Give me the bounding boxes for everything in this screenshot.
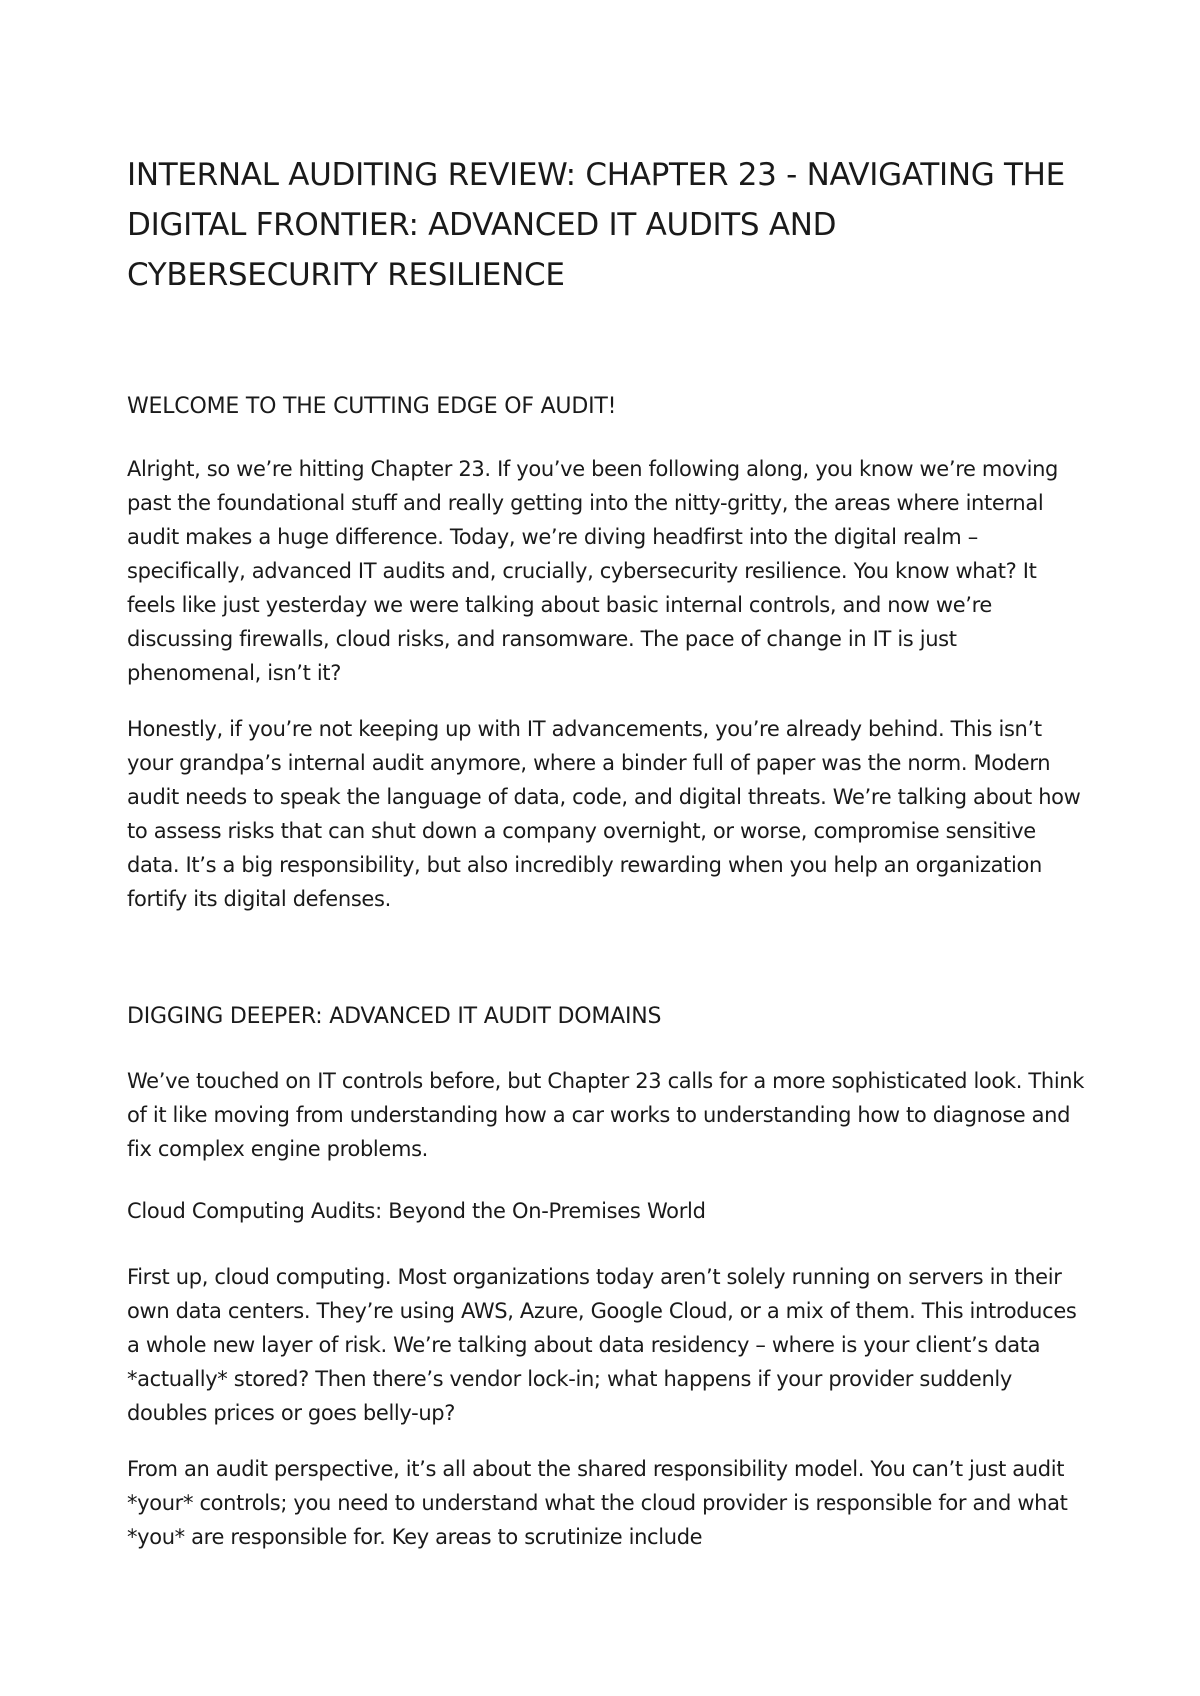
section-heading-welcome: WELCOME TO THE CUTTING EDGE OF AUDIT! xyxy=(127,394,617,419)
subheading-cloud-computing-audits: Cloud Computing Audits: Beyond the On-Premises World xyxy=(127,1199,706,1223)
paragraph: Honestly, if you’re not keeping up with IT advancements, you’re already behind. This isn’t your grandpa’s internal audit anymore, where a binder full of paper was the norm. Modern audit needs to speak the language of data, code, and digital threats. We’re talking about how to assess risks that can shut down a company overnight, or worse, compromise sensitive data. It’s a big responsibility, but also incredibly rewarding when you help an organization fortify its digital defenses. xyxy=(127,717,1081,911)
document-page xyxy=(127,150,1087,1554)
paragraph: We’ve touched on IT controls before, but Chapter 23 calls for a more sophisticated look. Think of it like moving from understanding how a car works to understanding how to diagnose and fix complex engine problems. xyxy=(127,1069,1085,1161)
section-heading-advanced-it-audit-domains: DIGGING DEEPER: ADVANCED IT AUDIT DOMAINS xyxy=(127,1004,662,1029)
paragraph: First up, cloud computing. Most organizations today aren’t solely running on servers in their own data centers. They’re using AWS, Azure, Google Cloud, or a mix of them. This introduces a whole new layer of risk. We’re talking about data residency – where is your client’s data *actually* stored? Then there’s vendor lock-in; what happens if your provider suddenly doubles prices or goes belly-up? xyxy=(127,1265,1077,1425)
document-title: INTERNAL AUDITING REVIEW: CHAPTER 23 - NAVIGATING THE DIGITAL FRONTIER: ADVANCED IT AUDITS AND CYBERSECURITY RESILIENCE xyxy=(127,157,1065,293)
paragraph: From an audit perspective, it’s all about the shared responsibility model. You can’t just audit *your* controls; you need to understand what the cloud provider is responsible for and what *you* are responsible for. Key areas to scrutinize include xyxy=(127,1457,1068,1549)
paragraph: Alright, so we’re hitting Chapter 23. If you’ve been following along, you know we’re moving past the foundational stuff and really getting into the nitty-gritty, the areas where internal audit makes a huge difference. Today, we’re diving headfirst into the digital realm – specifically, advanced IT audits and, crucially, cybersecurity resilience. You know what? It feels like just yesterday we were talking about basic internal controls, and now we’re discussing firewalls, cloud risks, and ransomware. The pace of change in IT is just phenomenal, isn’t it? xyxy=(127,457,1059,685)
